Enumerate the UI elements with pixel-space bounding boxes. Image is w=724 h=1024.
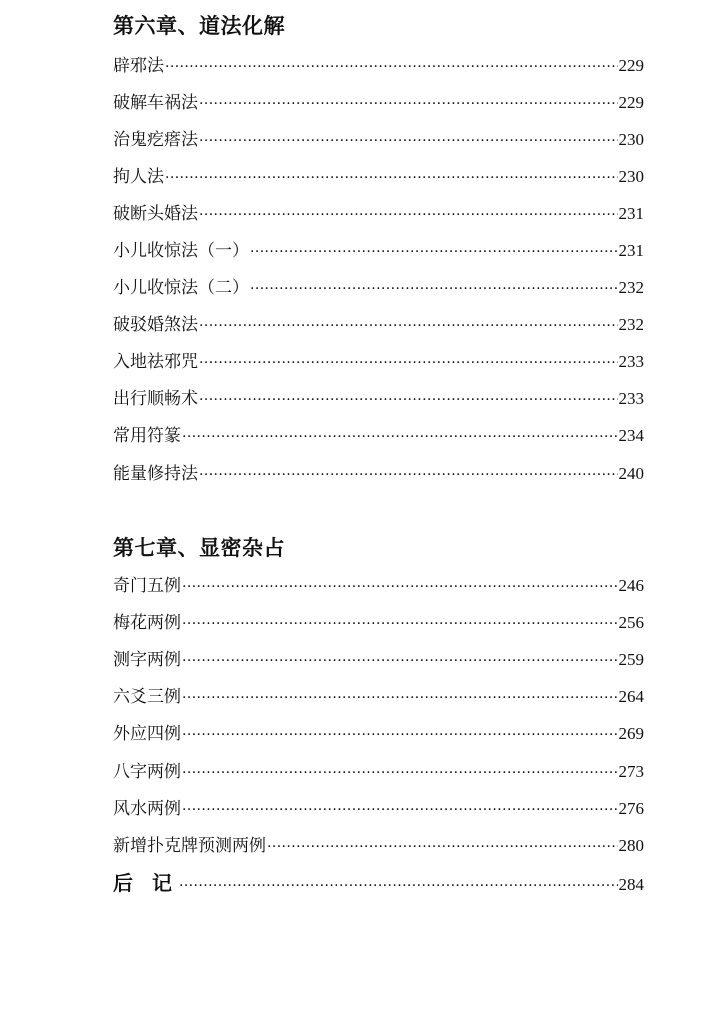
toc-entry[interactable] bbox=[113, 422, 644, 450]
dot-leader bbox=[199, 349, 618, 377]
page-number: 233 bbox=[618, 352, 644, 371]
dot-leader bbox=[182, 573, 618, 601]
entry-title: 能量修持法 bbox=[113, 464, 198, 484]
dot-leader bbox=[182, 796, 618, 824]
page-number: 234 bbox=[618, 426, 644, 445]
entry-title: 六爻三例 bbox=[113, 687, 181, 707]
toc-entry[interactable] bbox=[113, 572, 644, 600]
entry-title: 梅花两例 bbox=[113, 613, 181, 633]
entry-title: 拘人法 bbox=[113, 167, 164, 187]
dot-leader bbox=[179, 872, 618, 900]
toc-entry[interactable] bbox=[113, 348, 644, 376]
toc-entry[interactable] bbox=[113, 646, 644, 674]
entry-title: 治鬼疙瘩法 bbox=[113, 130, 198, 150]
page-number: 230 bbox=[618, 130, 644, 149]
toc-entry[interactable] bbox=[113, 832, 644, 860]
entry-title: 小儿收惊法（一） bbox=[113, 241, 249, 261]
toc-entry[interactable] bbox=[113, 126, 644, 154]
dot-leader bbox=[199, 201, 618, 229]
page-number: 256 bbox=[618, 613, 644, 632]
dot-leader bbox=[182, 684, 618, 712]
toc-entry[interactable] bbox=[113, 460, 644, 488]
entry-title: 破解车祸法 bbox=[113, 93, 198, 113]
toc-entry[interactable] bbox=[113, 683, 644, 711]
entry-title: 测字两例 bbox=[113, 650, 181, 670]
dot-leader bbox=[199, 312, 618, 340]
toc-entry[interactable] bbox=[113, 163, 644, 191]
dot-leader bbox=[267, 833, 618, 861]
dot-leader bbox=[199, 90, 618, 118]
page-number: 230 bbox=[618, 167, 644, 186]
toc-entry[interactable] bbox=[113, 52, 644, 80]
toc-entry[interactable] bbox=[113, 89, 644, 117]
toc-entry[interactable] bbox=[113, 311, 644, 339]
afterword-entry[interactable] bbox=[113, 869, 644, 897]
entry-title: 出行顺畅术 bbox=[113, 389, 198, 409]
entry-title: 奇门五例 bbox=[113, 576, 181, 596]
page-number: 273 bbox=[618, 762, 644, 781]
afterword-title: 后 记 bbox=[113, 871, 178, 895]
dot-leader bbox=[199, 127, 618, 155]
dot-leader bbox=[182, 423, 618, 451]
page-number: 229 bbox=[618, 56, 644, 75]
entry-title: 外应四例 bbox=[113, 724, 181, 744]
toc-entry[interactable] bbox=[113, 385, 644, 413]
page-number: 232 bbox=[618, 315, 644, 334]
page-number: 229 bbox=[618, 93, 644, 112]
chapter-6-heading: 第六章、道法化解 bbox=[113, 13, 285, 38]
page-number: 240 bbox=[618, 464, 644, 483]
entry-title: 辟邪法 bbox=[113, 56, 164, 76]
toc-entry[interactable] bbox=[113, 274, 644, 302]
dot-leader bbox=[250, 238, 618, 266]
toc-entry[interactable] bbox=[113, 200, 644, 228]
page-number: 233 bbox=[618, 389, 644, 408]
page-number: 276 bbox=[618, 799, 644, 818]
toc-entry[interactable] bbox=[113, 237, 644, 265]
entry-title: 风水两例 bbox=[113, 799, 181, 819]
page-number: 280 bbox=[618, 836, 644, 855]
entry-title: 新增扑克牌预测两例 bbox=[113, 836, 266, 856]
page-number: 284 bbox=[618, 875, 644, 894]
dot-leader bbox=[182, 721, 618, 749]
page-number: 231 bbox=[618, 204, 644, 223]
entry-title: 常用符篆 bbox=[113, 426, 181, 446]
page-number: 259 bbox=[618, 650, 644, 669]
entry-title: 八字两例 bbox=[113, 762, 181, 782]
entry-title: 入地祛邪咒 bbox=[113, 352, 198, 372]
toc-entry[interactable] bbox=[113, 720, 644, 748]
page-number: 264 bbox=[618, 687, 644, 706]
dot-leader bbox=[165, 53, 618, 81]
page-number: 232 bbox=[618, 278, 644, 297]
entry-title: 破驳婚煞法 bbox=[113, 315, 198, 335]
entry-title: 小儿收惊法（二） bbox=[113, 278, 249, 298]
toc-entry[interactable] bbox=[113, 758, 644, 786]
dot-leader bbox=[165, 164, 618, 192]
entry-title: 破断头婚法 bbox=[113, 204, 198, 224]
dot-leader bbox=[182, 610, 618, 638]
toc-entry[interactable] bbox=[113, 795, 644, 823]
page-number: 269 bbox=[618, 724, 644, 743]
dot-leader bbox=[199, 461, 618, 489]
page-number: 231 bbox=[618, 241, 644, 260]
dot-leader bbox=[182, 759, 618, 787]
page-number: 246 bbox=[618, 576, 644, 595]
dot-leader bbox=[250, 275, 618, 303]
dot-leader bbox=[199, 386, 618, 414]
chapter-7-heading: 第七章、显密杂占 bbox=[113, 535, 285, 560]
dot-leader bbox=[182, 647, 618, 675]
toc-entry[interactable] bbox=[113, 609, 644, 637]
